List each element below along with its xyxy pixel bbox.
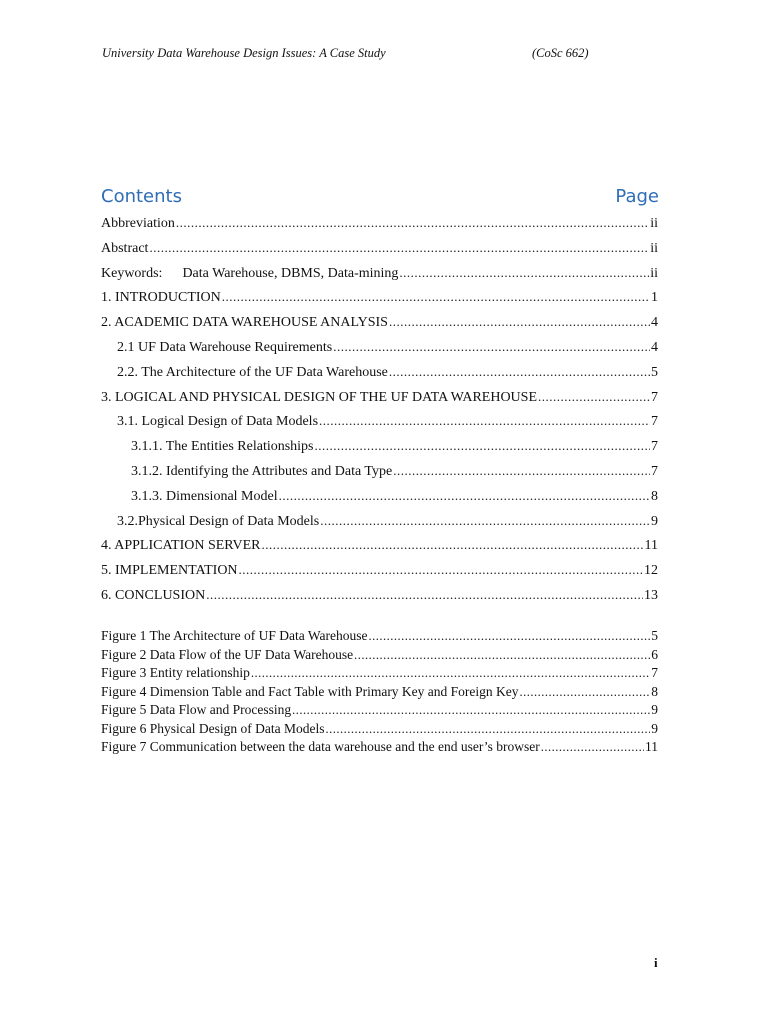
toc-entry-title: 3. LOGICAL AND PHYSICAL DESIGN OF THE UF DATA WAREHOUSE [101, 389, 538, 405]
list-of-figures [101, 627, 658, 757]
leader-dots [320, 509, 650, 534]
keywords-label: Keywords: [101, 265, 163, 281]
page-column-label: Page [615, 186, 659, 207]
figure-entry[interactable] [101, 720, 658, 739]
page-number: i [654, 955, 658, 970]
toc-entry[interactable] [101, 285, 658, 310]
leader-dots [319, 409, 650, 434]
toc-entry-title: Abbreviation [101, 216, 175, 231]
leader-dots [389, 360, 650, 385]
toc-entry-title: 3.1.1. The Entities Relationships [131, 439, 314, 455]
toc-entry[interactable] [101, 211, 658, 236]
toc-entry[interactable] [101, 484, 658, 509]
toc-entry-title: 5. IMPLEMENTATION [101, 563, 238, 579]
toc-entry[interactable] [101, 385, 658, 410]
toc-entry-page: ii [650, 216, 658, 231]
toc-entry[interactable] [101, 335, 658, 360]
toc-entry-title: 3.1.2. Identifying the Attributes and Data Type [131, 463, 393, 479]
toc-entry-page: 12 [644, 563, 658, 579]
toc-entry-page: 4 [651, 315, 658, 331]
leader-dots [541, 738, 644, 757]
toc-entry[interactable] [101, 360, 658, 385]
contents-heading: Contents [101, 186, 182, 207]
toc-entry-title: 1. INTRODUCTION [101, 290, 221, 306]
toc-entry[interactable] [101, 409, 658, 434]
toc-entry-title: 3.2.Physical Design of Data Models [117, 513, 320, 529]
toc-entry-title: Abstract [101, 240, 149, 256]
header-course: (CoSc 662) [532, 46, 589, 60]
toc-entry[interactable] [101, 261, 658, 286]
toc-entry[interactable] [101, 434, 658, 459]
toc-entry-page: 4 [651, 339, 658, 355]
toc-entry[interactable] [101, 533, 658, 558]
leader-dots [520, 683, 651, 702]
leader-dots [368, 627, 650, 646]
leader-dots [325, 720, 650, 739]
toc-entry-page: 1 [651, 290, 658, 306]
leader-dots [354, 646, 650, 665]
leader-dots [393, 459, 650, 484]
figure-entry-page: 11 [645, 739, 658, 754]
toc-entry-title: 2. ACADEMIC DATA WAREHOUSE ANALYSIS [101, 315, 388, 331]
toc-entry-page: 9 [651, 513, 658, 529]
leader-dots [251, 664, 650, 683]
toc-entry-page: 13 [644, 587, 658, 603]
toc-entry-title: 3.1.3. Dimensional Model [131, 488, 278, 504]
leader-dots [292, 701, 650, 720]
toc-entry[interactable] [101, 558, 658, 583]
leader-dots [149, 236, 649, 261]
toc-entry-page: 7 [651, 463, 658, 479]
figure-entry-title: Figure 2 Data Flow of the UF Data Warehouse [101, 646, 354, 662]
toc-entry[interactable] [101, 310, 658, 335]
toc-entry-page: 7 [651, 414, 658, 430]
figure-entry-page: 5 [651, 628, 658, 643]
figure-entry-page: 7 [651, 665, 658, 680]
toc-entry-title: 2.2. The Architecture of the UF Data Warehouse [117, 364, 388, 380]
figure-entry[interactable] [101, 738, 658, 757]
leader-dots [262, 533, 644, 558]
figure-entry-page: 6 [651, 646, 658, 662]
leader-dots [399, 261, 649, 286]
toc-entry-page: 7 [651, 389, 658, 405]
figure-entry-title: Figure 7 Communication between the data warehouse and the end user’s browser [101, 739, 540, 754]
figure-entry-title: Figure 4 Dimension Table and Fact Table with Primary Key and Foreign Key [101, 683, 519, 699]
leader-dots [389, 310, 650, 335]
toc-entry[interactable] [101, 236, 658, 261]
contents-heading-row [101, 186, 659, 207]
leader-dots [315, 434, 650, 459]
figure-entry-title: Figure 6 Physical Design of Data Models [101, 720, 325, 736]
toc-entry[interactable] [101, 583, 658, 608]
toc-entry[interactable] [101, 509, 658, 534]
toc-entry-title [101, 262, 398, 287]
toc-entry[interactable] [101, 459, 658, 484]
toc-entry-title: 6. CONCLUSION [101, 587, 206, 603]
toc-entry-page: 11 [644, 538, 658, 554]
figure-entry-page: 9 [651, 702, 658, 717]
leader-dots [222, 285, 650, 310]
running-header [102, 46, 658, 61]
toc-entry-page: 8 [651, 488, 658, 504]
leader-dots [538, 385, 650, 410]
toc-entry-page: ii [650, 265, 658, 281]
figure-entry-title: Figure 3 Entity relationship [101, 665, 250, 680]
figure-entry[interactable] [101, 701, 658, 720]
leader-dots [176, 211, 649, 236]
leader-dots [279, 484, 650, 509]
toc-entry-page: 7 [651, 439, 658, 455]
table-of-contents [101, 211, 658, 608]
figure-entry[interactable] [101, 664, 658, 683]
leader-dots [239, 558, 643, 583]
figure-entry[interactable] [101, 627, 658, 646]
figure-entry-page: 9 [651, 720, 658, 736]
toc-entry-page: 5 [651, 364, 658, 380]
figure-entry-page: 8 [651, 683, 658, 699]
figure-entry[interactable] [101, 646, 658, 665]
leader-dots [333, 335, 650, 360]
toc-entry-title: 4. APPLICATION SERVER [101, 538, 261, 554]
keywords-list: Data Warehouse, DBMS, Data-mining [182, 265, 399, 281]
figure-entry-title: Figure 1 The Architecture of UF Data Warehouse [101, 628, 368, 643]
header-title: University Data Warehouse Design Issues: A Case Study [102, 46, 386, 60]
toc-entry-title: 2.1 UF Data Warehouse Requirements [117, 339, 333, 355]
figure-entry-title: Figure 5 Data Flow and Processing [101, 702, 292, 717]
toc-entry-page: ii [650, 240, 658, 256]
leader-dots [206, 583, 643, 608]
figure-entry[interactable] [101, 683, 658, 702]
toc-entry-title: 3.1. Logical Design of Data Models [117, 414, 319, 430]
